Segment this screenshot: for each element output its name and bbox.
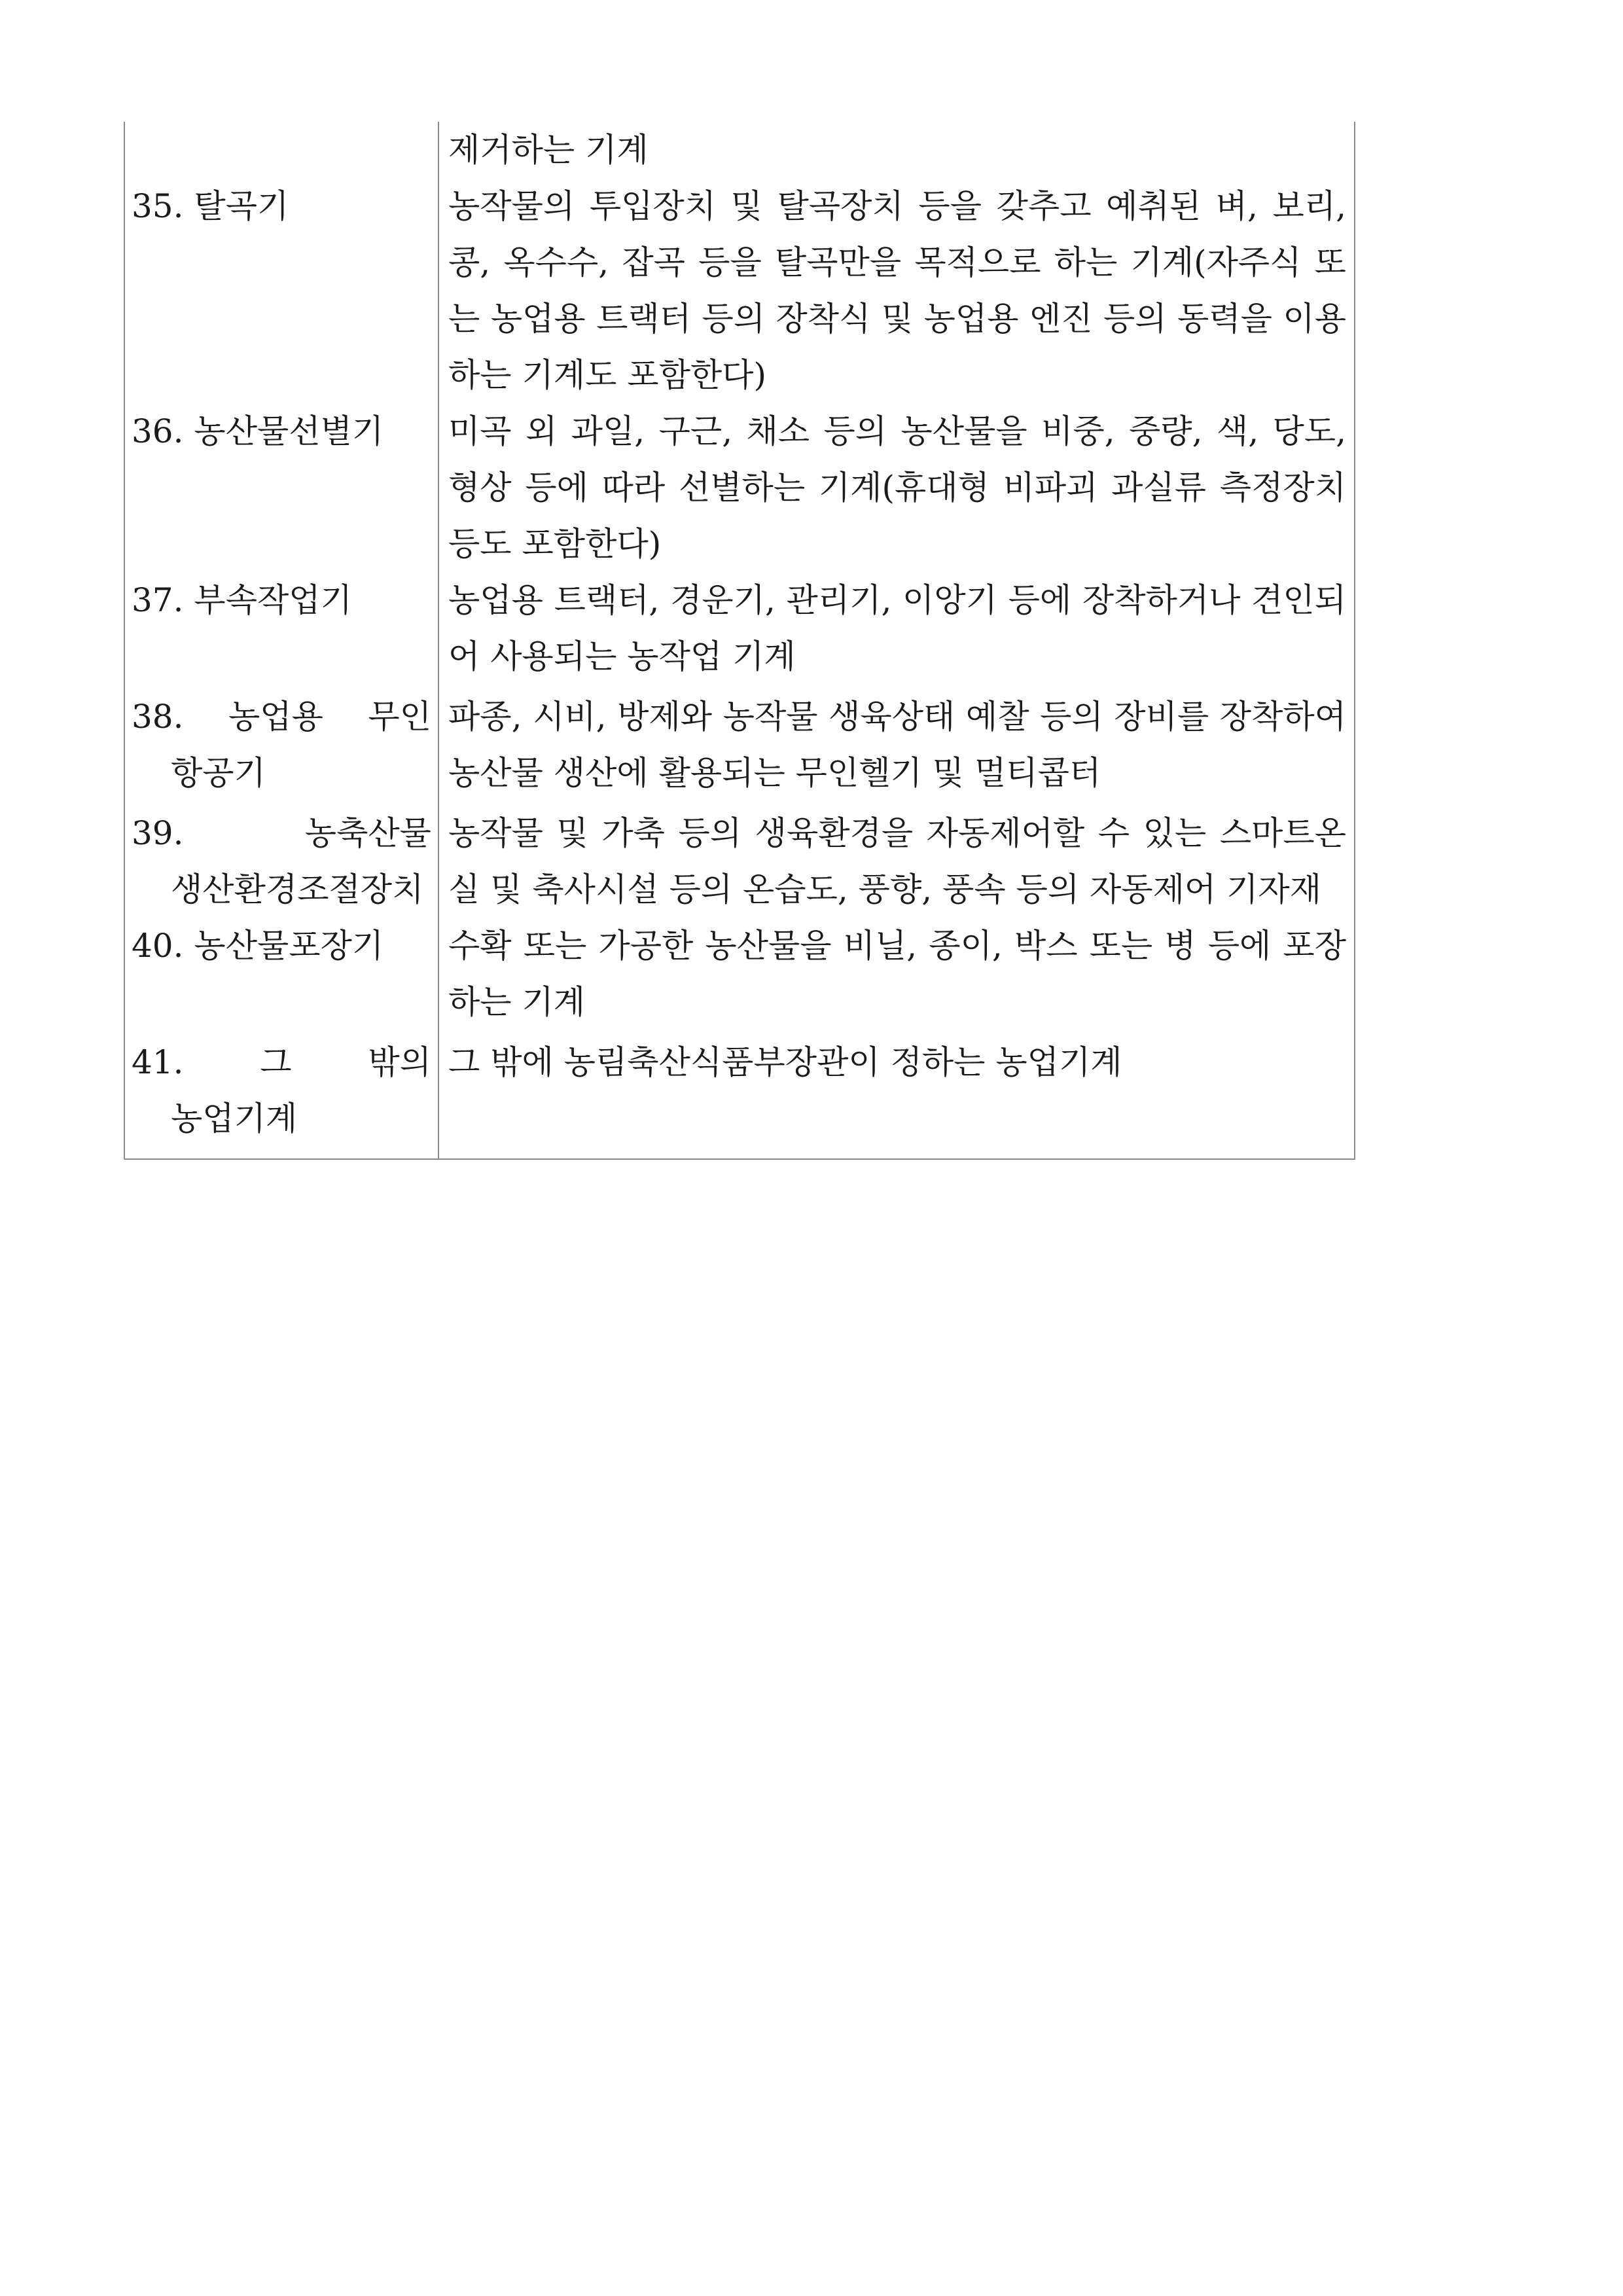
item-name: 40. 농산물포장기 — [132, 927, 384, 965]
table-row — [124, 685, 1355, 801]
table-row — [124, 122, 1355, 178]
item-name-cell — [124, 918, 438, 1030]
item-name: 41. 그 밖의 농업기계 — [132, 1043, 431, 1138]
item-description: 농작물 및 가축 등의 생육환경을 자동제어할 수 있는 스마트온실 및 축사시설 등의 온습도, 풍향, 풍속 등의 자동제어 기자재 — [448, 814, 1346, 908]
item-description: 제거하는 기계 — [448, 131, 649, 169]
item-description: 파종, 시비, 방제와 농작물 생육상태 예찰 등의 장비를 장착하여 농산물 생산에 활용되는 무인헬기 및 멀티콥터 — [448, 698, 1346, 792]
item-name: 37. 부속작업기 — [132, 581, 352, 619]
item-name-cell — [124, 1030, 438, 1159]
item-name-cell — [124, 178, 438, 403]
item-name-cell — [124, 801, 438, 918]
table-row — [124, 1030, 1355, 1159]
item-name: 35. 탈곡기 — [132, 187, 289, 225]
machinery-definition-table — [124, 122, 1355, 1160]
item-name: 36. 농산물선별기 — [132, 412, 384, 450]
item-name-cell — [124, 403, 438, 572]
item-name-cell — [124, 122, 438, 178]
item-name-cell — [124, 685, 438, 801]
table-row — [124, 572, 1355, 685]
item-description: 미곡 외 과일, 구근, 채소 등의 농산물을 비중, 중량, 색, 당도, 형상 등에 따라 선별하는 기계(휴대형 비파괴 과실류 측정장치 등도 포함한다) — [448, 412, 1346, 563]
item-description: 농업용 트랙터, 경운기, 관리기, 이앙기 등에 장착하거나 견인되어 사용되는 농작업 기계 — [448, 581, 1346, 675]
table-row — [124, 918, 1355, 1030]
table-row — [124, 801, 1355, 918]
item-name: 39. 농축산물 생산환경조절장치 — [132, 814, 431, 908]
item-name: 38. 농업용 무인 항공기 — [132, 698, 431, 792]
table-row — [124, 403, 1355, 572]
item-description: 농작물의 투입장치 및 탈곡장치 등을 갖추고 예취된 벼, 보리, 콩, 옥수수, 잡곡 등을 탈곡만을 목적으로 하는 기계(자주식 또는 농업용 트랙터 등의 장착식 및 농업용 엔진 등의 동력을 이용하는 기계도 포함한다) — [448, 187, 1346, 394]
item-description: 수확 또는 가공한 농산물을 비닐, 종이, 박스 또는 병 등에 포장하는 기계 — [448, 927, 1346, 1021]
item-description: 그 밖에 농림축산식품부장관이 정하는 농업기계 — [448, 1043, 1122, 1081]
table-row — [124, 178, 1355, 403]
item-name-cell — [124, 572, 438, 685]
